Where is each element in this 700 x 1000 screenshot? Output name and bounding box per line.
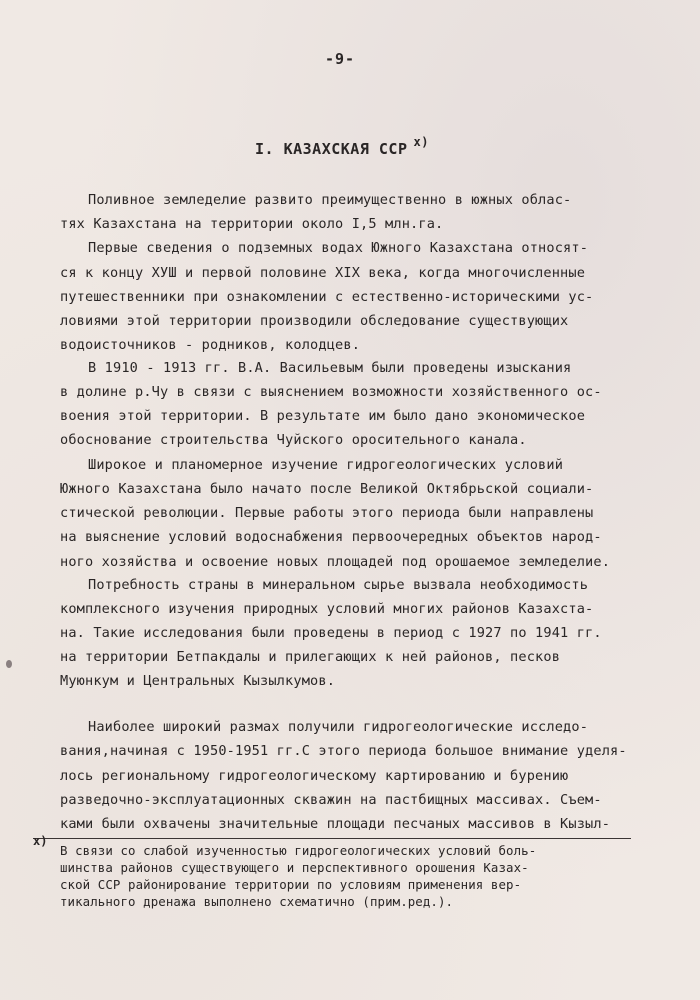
body-line: обоснование строительства Чуйского оросительного канала. bbox=[60, 432, 527, 448]
footnote-line: шинства районов существующего и перспективного орошения Казах- bbox=[60, 860, 529, 875]
body-line: Потребность страны в минеральном сырье вызвала необходимость bbox=[88, 577, 589, 593]
body-line: вания,начиная с 1950-1951 гг.С этого периода большое внимание уделя- bbox=[60, 743, 627, 759]
body-line: Поливное земледелие развито преимущественно в южных облас- bbox=[88, 192, 572, 208]
footnote-divider bbox=[33, 838, 631, 839]
body-line: Наиболее широкий размах получили гидрогеологические исследо- bbox=[88, 719, 589, 735]
footnote-reference: x) bbox=[413, 135, 429, 149]
body-line: ся к концу ХУШ и первой половине XIX века, когда многочисленные bbox=[60, 265, 586, 281]
body-line: ловиями этой территории производили обследование существующих bbox=[60, 313, 569, 329]
footnote-line: ской ССР районирование территории по условиям применения вер- bbox=[60, 877, 522, 892]
body-line: на выяснение условий водоснабжения первоочередных объектов народ- bbox=[60, 529, 602, 545]
body-line: водоисточников - родников, колодцев. bbox=[60, 337, 361, 353]
section-heading-text: I. КАЗАХСКАЯ ССР bbox=[255, 140, 408, 158]
paper-speck bbox=[6, 660, 12, 668]
footnote-line: В связи со слабой изученностью гидрогеологических условий боль- bbox=[60, 843, 537, 858]
body-line: В 1910 - 1913 гг. В.А. Васильевым были проведены изыскания bbox=[88, 360, 572, 376]
body-line: стической революции. Первые работы этого периода были направлены bbox=[60, 505, 594, 521]
body-line: на. Такие исследования были проведены в период с 1927 по 1941 гг. bbox=[60, 625, 602, 641]
body-line: Первые сведения о подземных водах Южного Казахстана относят- bbox=[88, 240, 589, 256]
footnote-line: тикального дренажа выполнено схематично (прим.ред.). bbox=[60, 894, 454, 909]
body-line: на территории Бетпакдалы и прилегающих к ней районов, песков bbox=[60, 649, 561, 665]
section-heading bbox=[255, 135, 429, 158]
body-line: в долине р.Чу в связи с выяснением возможности хозяйственного ос- bbox=[60, 384, 602, 400]
footnote-marker: x) bbox=[33, 834, 48, 848]
body-line: лось региональному гидрогеологическому картированию и бурению bbox=[60, 768, 569, 784]
page-number: -9- bbox=[324, 50, 356, 68]
body-line: Южного Казахстана было начато после Великой Октябрьской социали- bbox=[60, 481, 594, 497]
body-line: комплексного изучения природных условий многих районов Казахста- bbox=[60, 601, 594, 617]
body-line: ного хозяйства и освоение новых площадей под орошаемое земледелие. bbox=[60, 554, 611, 570]
body-line: воения этой территории. В результате им было дано экономическое bbox=[60, 408, 586, 424]
body-line: путешественники при ознакомлении с естественно-историческими ус- bbox=[60, 289, 594, 305]
body-line: тях Казахстана на территории около I,5 млн.га. bbox=[60, 216, 444, 232]
body-line: разведочно-эксплуатационных скважин на пастбищных массивах. Съем- bbox=[60, 792, 602, 808]
body-line: ками были охвачены значительные площади песчаных массивов в Кызыл- bbox=[60, 816, 611, 832]
body-line: Муюнкум и Центральных Кызылкумов. bbox=[60, 673, 336, 689]
body-line: Широкое и планомерное изучение гидрогеологических условий bbox=[88, 457, 564, 473]
